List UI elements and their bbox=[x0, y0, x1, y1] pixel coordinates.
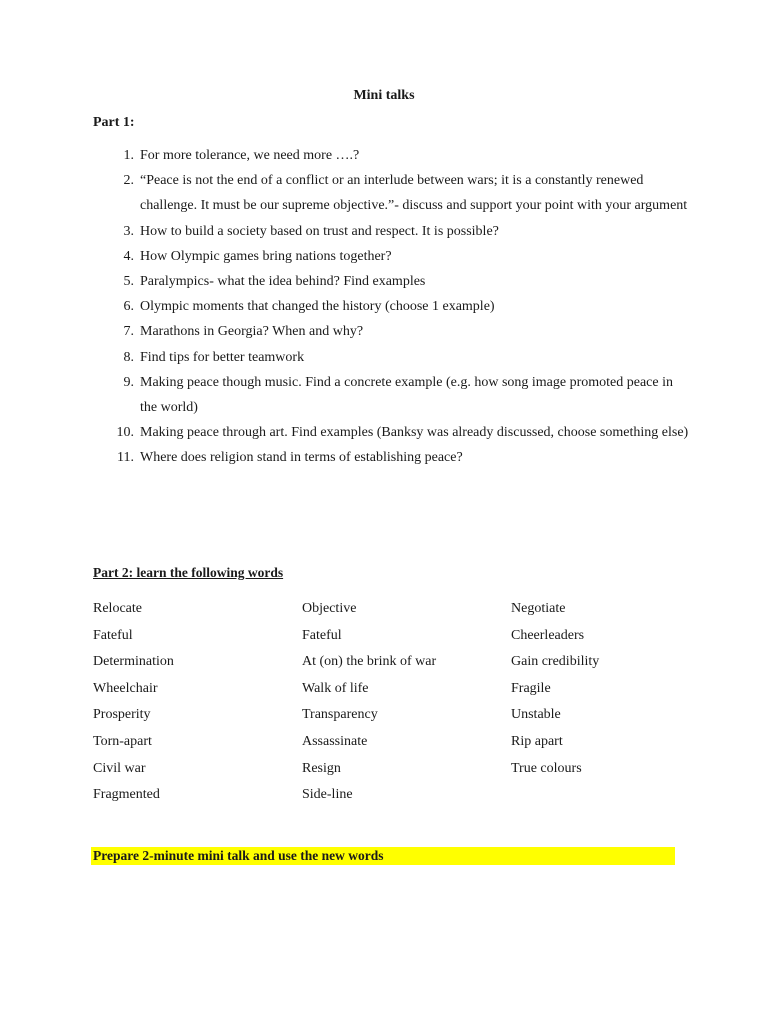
vocab-word: Unstable bbox=[511, 707, 561, 723]
item-text: For more tolerance, we need more ….? bbox=[140, 148, 360, 163]
item-number: 3. bbox=[123, 223, 134, 239]
item-text: How to build a society based on trust and respect. It is possible? bbox=[140, 223, 499, 239]
list-item bbox=[110, 294, 690, 319]
list-item bbox=[110, 370, 690, 420]
list-item bbox=[110, 219, 690, 244]
vocab-word: Transparency bbox=[302, 707, 378, 723]
list-item bbox=[110, 420, 690, 445]
vocab-word: Relocate bbox=[93, 601, 142, 616]
question-list bbox=[110, 143, 690, 471]
vocab-word: Cheerleaders bbox=[511, 627, 585, 643]
vocab-word: Fateful bbox=[93, 627, 133, 643]
list-item bbox=[110, 269, 690, 294]
vocab-word: True colours bbox=[511, 760, 582, 776]
vocab-word: Rip apart bbox=[511, 733, 563, 749]
list-item bbox=[110, 168, 690, 218]
vocab-word: Prosperity bbox=[93, 707, 151, 723]
instruction-banner: Prepare 2-minute mini talk and use the new words bbox=[91, 847, 675, 865]
item-number: 6. bbox=[123, 299, 134, 315]
item-number: 11. bbox=[117, 450, 134, 466]
document-title: Mini talks bbox=[353, 88, 415, 103]
item-text: Making peace through art. Find examples (Banksy was already discussed, choose something else) bbox=[140, 425, 689, 441]
vocab-word: Assassinate bbox=[302, 733, 368, 749]
vocab-word: Determination bbox=[93, 654, 174, 670]
item-text: Find tips for better teamwork bbox=[140, 349, 305, 365]
item-text: Marathons in Georgia? When and why? bbox=[140, 324, 364, 340]
item-number: 5. bbox=[123, 274, 134, 290]
list-item bbox=[110, 244, 690, 269]
list-item bbox=[110, 445, 690, 470]
item-text: Paralympics- what the idea behind? Find examples bbox=[140, 274, 426, 290]
vocab-word: Civil war bbox=[93, 760, 146, 776]
item-number: 4. bbox=[123, 248, 134, 264]
item-number: 9. bbox=[123, 374, 134, 390]
vocab-word: At (on) the brink of war bbox=[302, 654, 437, 670]
vocab-column-3 bbox=[511, 600, 599, 786]
vocab-word: Wheelchair bbox=[93, 680, 158, 696]
vocab-word: Walk of life bbox=[302, 680, 369, 696]
vocab-word: Resign bbox=[302, 760, 341, 776]
part1-heading: Part 1: bbox=[93, 115, 135, 130]
item-text: Making peace though music. Find a concrete example (e.g. how song image promoted peace in the world) bbox=[140, 374, 673, 416]
vocab-word: Negotiate bbox=[511, 601, 566, 616]
vocab-column-2 bbox=[302, 600, 436, 813]
list-item bbox=[110, 345, 690, 370]
vocab-column-1 bbox=[93, 600, 174, 813]
list-item bbox=[110, 143, 690, 168]
item-number: 8. bbox=[123, 349, 134, 365]
vocab-word: Side-line bbox=[302, 787, 353, 803]
item-number: 10. bbox=[116, 425, 134, 441]
vocab-word: Gain credibility bbox=[511, 654, 600, 670]
vocab-word: Fragile bbox=[511, 680, 551, 696]
item-text: Where does religion stand in terms of establishing peace? bbox=[140, 450, 463, 466]
item-number: 2. bbox=[123, 173, 134, 189]
item-text: “Peace is not the end of a conflict or an interlude between wars; it is a constantly renewed challenge. It must be our supreme objective.”- discuss and support your point with your argument bbox=[140, 173, 688, 214]
vocab-word: Torn-apart bbox=[93, 733, 152, 749]
item-number: 7. bbox=[123, 324, 134, 340]
item-text: How Olympic games bring nations together? bbox=[140, 248, 392, 264]
item-number: 1. bbox=[123, 148, 134, 163]
item-text: Olympic moments that changed the history (choose 1 example) bbox=[140, 299, 495, 315]
part2-heading: Part 2: learn the following words bbox=[93, 565, 284, 580]
vocab-word: Fragmented bbox=[93, 787, 160, 803]
vocab-word: Objective bbox=[302, 601, 357, 616]
vocab-word: Fateful bbox=[302, 627, 342, 643]
list-item bbox=[110, 319, 690, 344]
